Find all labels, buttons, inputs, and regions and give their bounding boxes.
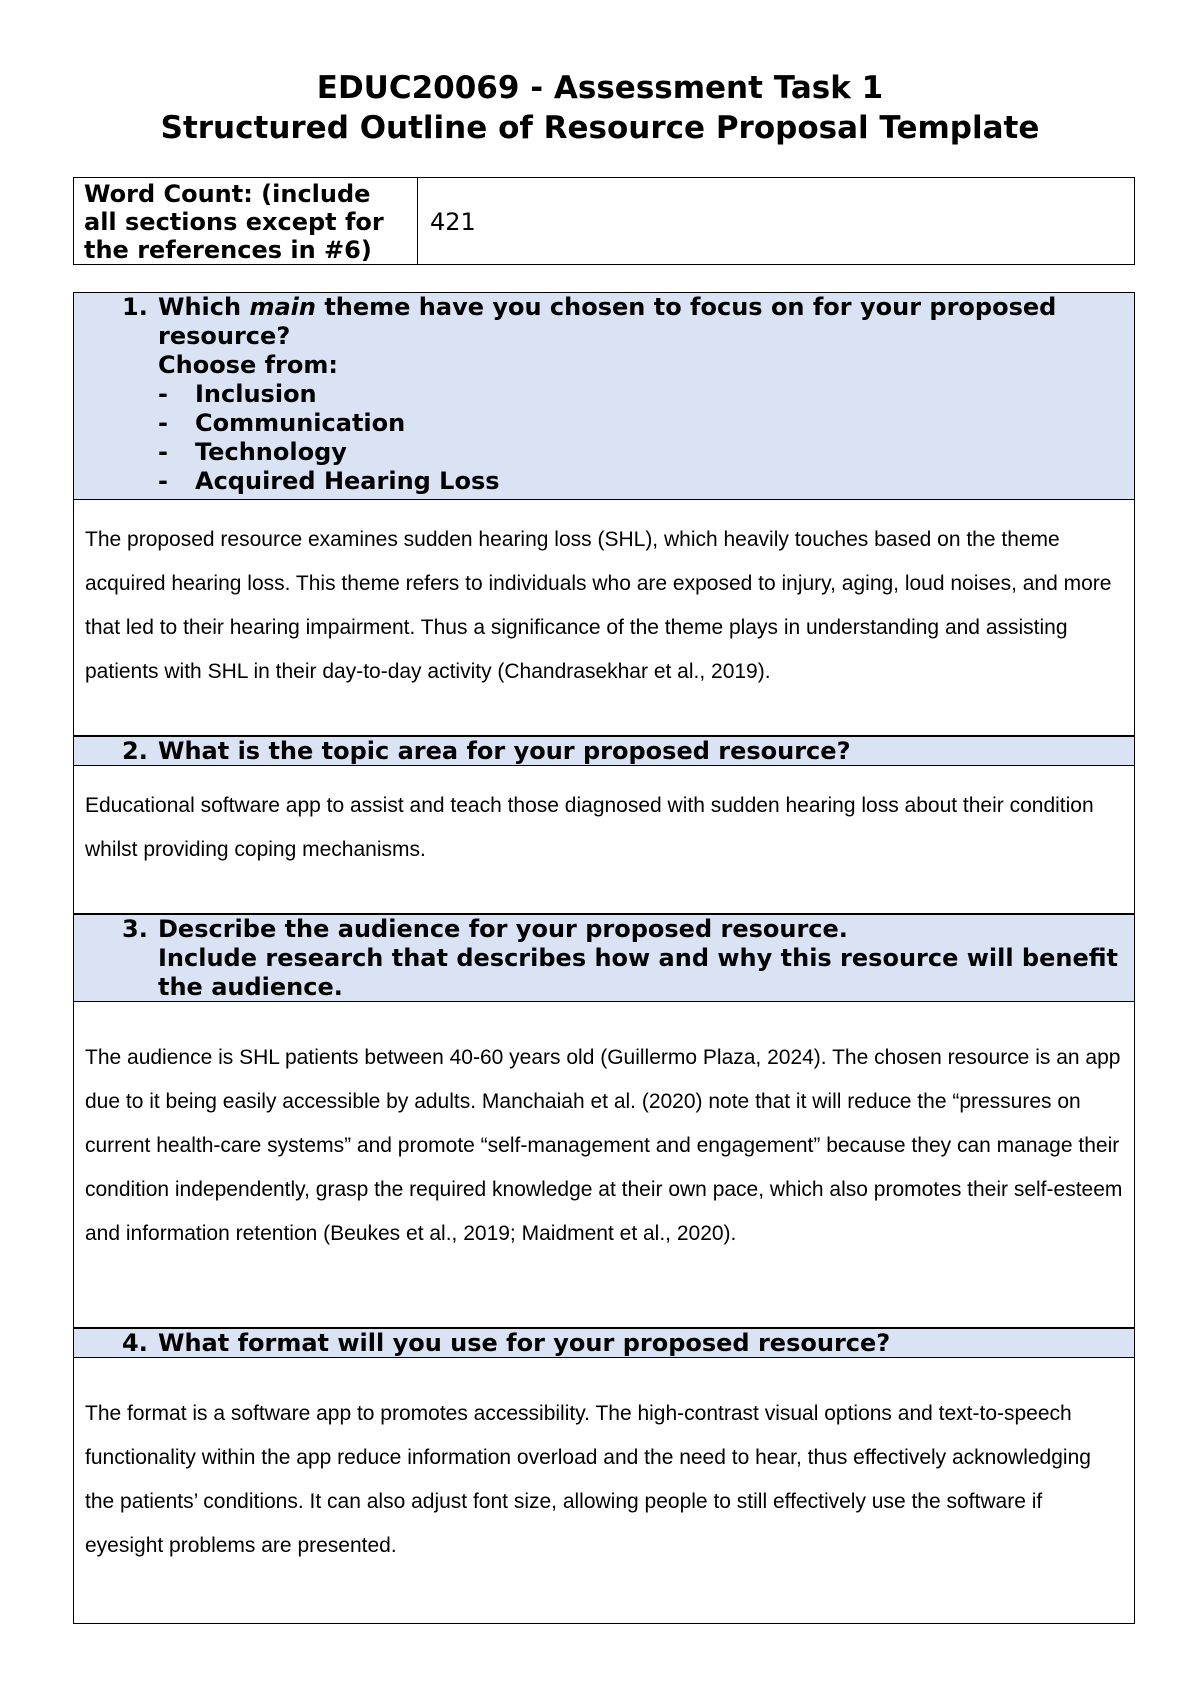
theme-option: - Inclusion: [158, 380, 1134, 409]
section-3-heading-line-1: Describe the audience for your proposed resource.: [158, 915, 848, 943]
document-title: [0, 68, 1200, 148]
section-4-body: The format is a software app to promotes accessibility. The high-contrast visual options and text-to-speech functionality within the app reduce information overload and the need to hear, thus effectively acknowledging the patients’ conditions. It can also adjust font size, allowing people to still effectively use the software if eyesight problems are presented.: [73, 1358, 1135, 1624]
section-3-heading: [158, 915, 1134, 1002]
word-count-table: [73, 177, 1135, 265]
section-2-body: Educational software app to assist and teach those diagnosed with sudden hearing loss about their condition whilst providing coping mechanisms.: [73, 766, 1135, 914]
word-count-label: Word Count: (include all sections except for the references in #6): [74, 178, 418, 264]
section-2-number: 2.: [122, 737, 148, 765]
section-1-heading-pre: Which: [158, 293, 250, 321]
theme-options-list: [158, 380, 1134, 496]
section-4-number: 4.: [122, 1329, 148, 1357]
section-1-choose-label: Choose from:: [158, 351, 338, 379]
title-line-1: EDUC20069 - Assessment Task 1: [316, 70, 884, 106]
section-1-heading: [158, 293, 1134, 496]
section-4-heading: What format will you use for your proposed resource?: [158, 1329, 891, 1357]
section-3-header: [73, 914, 1135, 1002]
theme-option: - Communication: [158, 409, 1134, 438]
section-2-heading: What is the topic area for your proposed resource?: [158, 737, 851, 765]
theme-option: - Acquired Hearing Loss: [158, 467, 1134, 496]
section-1-heading-em: main: [249, 293, 316, 321]
section-1-number: 1.: [122, 293, 148, 321]
section-2-header: [73, 736, 1135, 766]
theme-option: - Technology: [158, 438, 1134, 467]
section-1-header: [73, 292, 1135, 500]
section-3-heading-line-2: Include research that describes how and why this resource will benefit the audience.: [158, 944, 1119, 1001]
word-count-value: 421: [430, 208, 476, 236]
section-3-number: 3.: [122, 915, 148, 943]
section-4-header: [73, 1328, 1135, 1358]
title-line-2: Structured Outline of Resource Proposal Template: [160, 110, 1040, 146]
section-3-body: The audience is SHL patients between 40-60 years old (Guillermo Plaza, 2024). The chosen resource is an app due to it being easily accessible by adults. Manchaiah et al. (2020) note that it will reduce the “pressures on current health-care systems” and promote “self-management and engagement” because they can manage their condition independently, grasp the required knowledge at their own pace, which also promotes their self-esteem and information retention (Beukes et al., 2019; Maidment et al., 2020).: [73, 1002, 1135, 1328]
section-1-heading-post: theme have you chosen to focus on for your proposed resource?: [158, 293, 1057, 350]
section-1-body: The proposed resource examines sudden hearing loss (SHL), which heavily touches based on the theme acquired hearing loss. This theme refers to individuals who are exposed to injury, aging, loud noises, and more that led to their hearing impairment. Thus a significance of the theme plays in understanding and assisting patients with SHL in their day-to-day activity (Chandrasekhar et al., 2019).: [73, 500, 1135, 736]
